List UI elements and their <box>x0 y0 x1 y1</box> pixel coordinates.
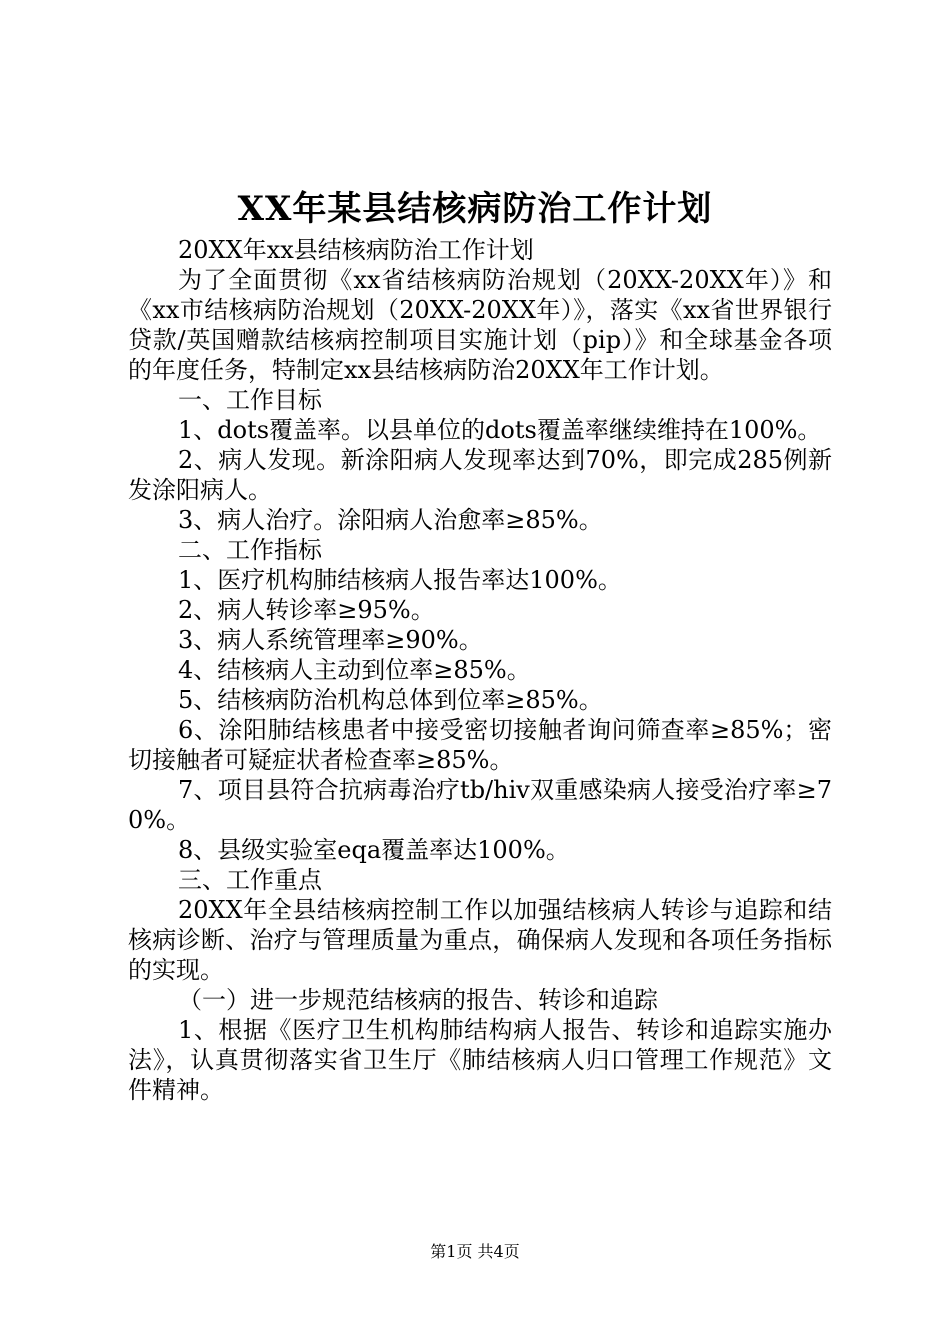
paragraph: 20XX年全县结核病控制工作以加强结核病人转诊与追踪和结核病诊断、治疗与管理质量为重点，确保病人发现和各项任务指标的实现。 <box>128 896 832 984</box>
section-heading-priorities: 三、工作重点 <box>178 866 322 894</box>
list-item: 5、结核病防治机构总体到位率≥85%。 <box>178 686 603 714</box>
paragraph-intro: 为了全面贯彻《xx省结核病防治规划（20XX-20XX年）》和《xx市结核病防治规划（20XX-20XX年）》，落实《xx省世界银行贷款/英国赠款结核病控制项目实施计划（pip）》和全球基金各项的年度任务，特制定xx县结核病防治20XX年工作计划。 <box>128 266 832 384</box>
list-item: 8、县级实验室eqa覆盖率达100%。 <box>178 836 570 864</box>
document-body <box>128 235 832 1105</box>
page-footer: 第1页 共4页 <box>430 1242 520 1261</box>
list-item: 7、项目县符合抗病毒治疗tb/hiv双重感染病人接受治疗率≥70%。 <box>128 776 832 834</box>
list-item: 4、结核病人主动到位率≥85%。 <box>178 656 531 684</box>
list-item: 1、dots覆盖率。以县单位的dots覆盖率继续维持在100%。 <box>178 416 822 444</box>
list-item: 3、病人系统管理率≥90%。 <box>178 626 483 654</box>
list-item: 1、医疗机构肺结核病人报告率达100%。 <box>178 566 622 594</box>
list-item: 2、病人发现。新涂阳病人发现率达到70%，即完成285例新发涂阳病人。 <box>128 446 832 504</box>
section-heading-indicators: 二、工作指标 <box>178 536 322 564</box>
subsection-heading: （一）进一步规范结核病的报告、转诊和追踪 <box>178 986 658 1014</box>
list-item: 6、涂阳肺结核患者中接受密切接触者询问筛查率≥85%；密切接触者可疑症状者检查率≥85%。 <box>128 716 832 774</box>
list-item: 2、病人转诊率≥95%。 <box>178 596 435 624</box>
document-title: XX年某县结核病防治工作计划 <box>237 189 713 229</box>
list-item: 1、根据《医疗卫生机构肺结构病人报告、转诊和追踪实施办法》，认真贯彻落实省卫生厅《肺结核病人归口管理工作规范》文件精神。 <box>128 1016 832 1104</box>
list-item: 3、病人治疗。涂阳病人治愈率≥85%。 <box>178 506 603 534</box>
section-heading-goals: 一、工作目标 <box>178 386 322 414</box>
paragraph-subtitle: 20XX年xx县结核病防治工作计划 <box>178 236 534 264</box>
